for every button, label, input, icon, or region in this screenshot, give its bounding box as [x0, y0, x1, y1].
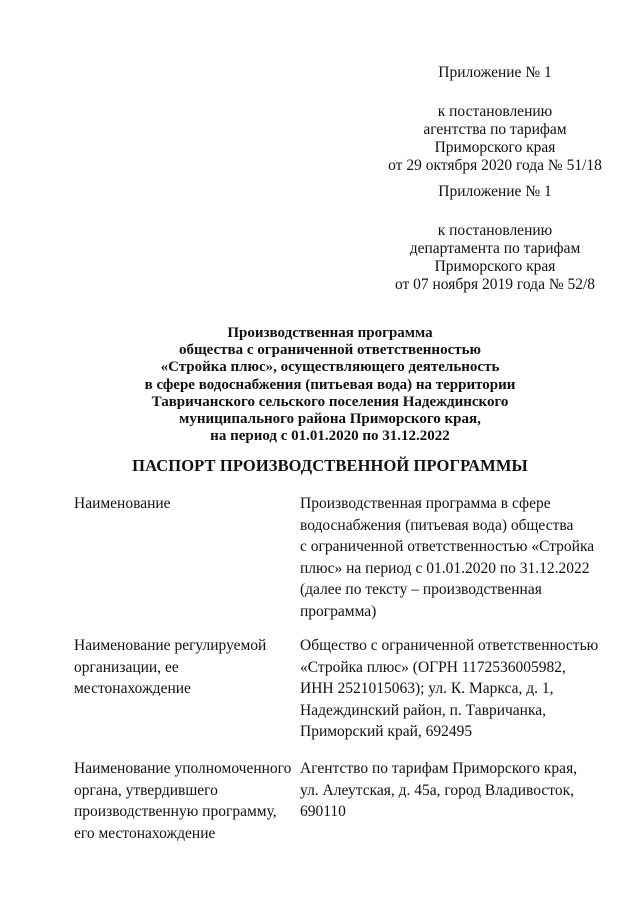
appendix-block-agency [370, 64, 620, 175]
program-title-line: муниципального района Приморского края, [179, 411, 481, 428]
row-value-line: Надеждинский район, п. Тавричанка, [300, 701, 547, 719]
program-title-line: в сфере водоснабжения (питьевая вода) на территории [144, 376, 516, 393]
program-title-line: «Стройка плюс», осуществляющего деятельность [160, 359, 500, 376]
row-value-line: «Стройка плюс» (ОГРН 1172536005982, [300, 658, 566, 676]
row-label [74, 493, 289, 515]
row-label-line: местонахождение [74, 680, 191, 698]
row-value-line: с ограниченной ответственностью «Стройка [300, 538, 595, 556]
program-title-line: общества с ограниченной ответственностью [179, 342, 481, 359]
program-title-line: Производственная программа [227, 325, 433, 341]
appendix-line: департамента по тарифам [409, 240, 581, 257]
row-label-line: Наименование уполномоченного [74, 760, 292, 777]
row-label [74, 635, 289, 700]
appendix-line: к постановлению [437, 222, 553, 239]
row-value-line: Приморский край, 692495 [300, 723, 473, 741]
row-value-line: 690110 [300, 803, 346, 821]
row-label-line: органа, утвердившего [74, 781, 218, 799]
appendix-block-department [370, 183, 620, 294]
row-value [300, 758, 600, 823]
row-label-line: Наименование [74, 495, 171, 512]
row-value [300, 493, 600, 623]
row-value-line: плюс» на период с 01.01.2020 по 31.12.2022 [300, 559, 590, 577]
row-label-line: Наименование регулируемой [74, 637, 267, 654]
appendix-title: Приложение № 1 [438, 64, 552, 81]
appendix-line: к постановлению [437, 103, 553, 120]
row-value-line: (далее по тексту – производственная [300, 581, 542, 599]
appendix-line: Приморского края [434, 258, 556, 275]
row-value [300, 635, 600, 743]
row-value-line: Производственная программа в сфере [300, 495, 551, 512]
program-title-line: на период с 01.01.2020 по 31.12.2022 [210, 428, 450, 445]
row-value-line: водоснабжения (питьевая вода) общества [300, 516, 574, 534]
appendix-line: агентства по тарифам [423, 121, 567, 138]
appendix-line: Приморского края [434, 139, 556, 156]
appendix-date-line: от 07 ноября 2019 года № 52/8 [394, 276, 596, 293]
row-label [74, 758, 292, 844]
row-value-line: Агентство по тарифам Приморского края, [300, 760, 578, 777]
program-title-line: Тавричанского сельского поселения Надеждинского [151, 393, 509, 410]
appendix-date-line: от 29 октября 2020 года № 51/18 [388, 157, 602, 174]
row-value-line: ул. Алеутская, д. 45а, город Владивосток, [300, 781, 575, 799]
row-label-line: организации, ее [74, 658, 179, 676]
row-value-line: Общество с ограниченной ответственностью [300, 637, 599, 654]
program-title [60, 325, 600, 445]
row-value-line: программа) [300, 602, 377, 620]
row-value-line: ИНН 2521015063); ул. К. Маркса, д. 1, [300, 680, 554, 698]
passport-heading: ПАСПОРТ ПРОИЗВОДСТВЕННОЙ ПРОГРАММЫ [132, 456, 528, 475]
row-label-line: его местонахождение [74, 824, 216, 842]
row-label-line: производственную программу, [74, 803, 277, 821]
appendix-title: Приложение № 1 [438, 183, 552, 200]
